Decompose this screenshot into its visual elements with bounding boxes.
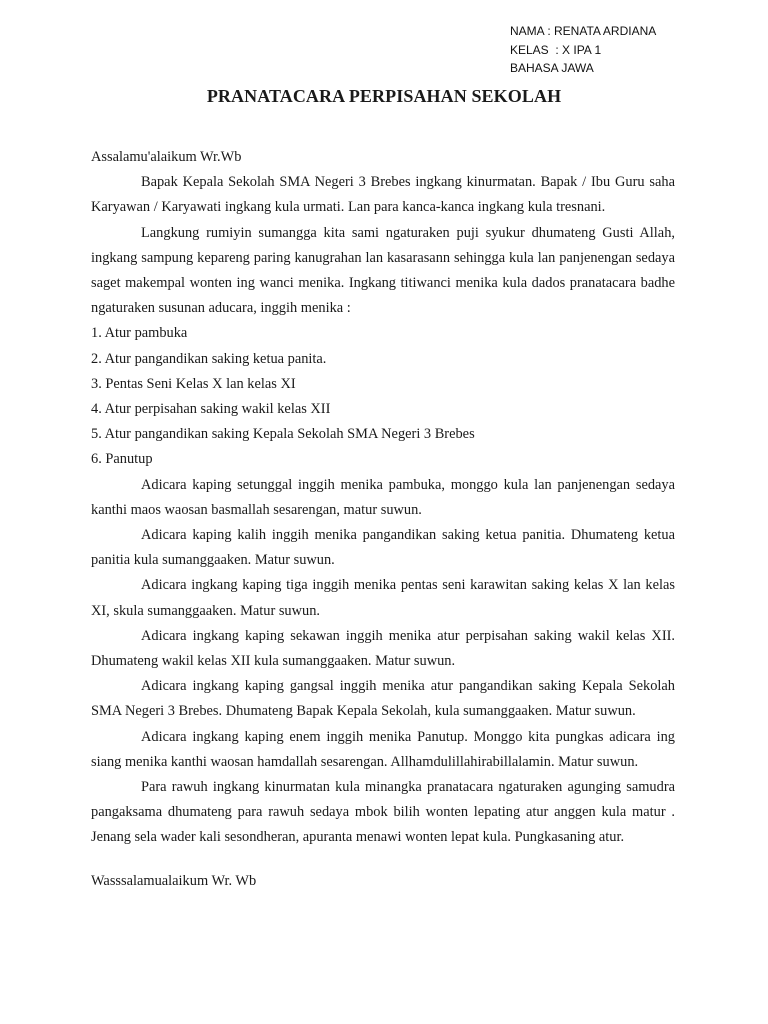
closing-salutation: Wasssalamualaikum Wr. Wb — [91, 872, 257, 889]
subject-name: BAHASA JAWA — [510, 61, 594, 75]
closing-paragraph: Para rawuh ingkang kinurmatan kula minangka pranatacara ngaturaken agunging samudra pangaksama dhumateng para rawuh sedaya mbok bilih wonten lepating atur anggen kula matur . Jenang sela wader kali sesondheran, apuranta menawi wonten lepat kula. Pungkasaning atur. — [91, 779, 675, 846]
document-title: PRANATACARA PERPISAHAN SEKOLAH — [206, 86, 562, 106]
acara-paragraph: Adicara ingkang kaping gangsal inggih menika atur pangandikan saking Kepala Sekolah SMA Negeri 3 Brebes. Dhumateng Bapak Kepala Sekolah, kula sumanggaaken. Matur suwun. — [91, 678, 675, 720]
acara-paragraph: Adicara ingkang kaping tiga inggih menika pentas seni karawitan saking kelas X lan kelas XI, skula sumanggaaken. Matur suwun. — [91, 577, 675, 619]
agenda-item: 1. Atur pambuka — [91, 325, 188, 342]
agenda-item: 2. Atur pangandikan saking ketua panita. — [91, 350, 327, 367]
student-info-header — [510, 22, 656, 78]
acara-paragraph: Adicara kaping setunggal inggih menika pambuka, monggo kula lan panjenengan sedaya kanthi maos waosan basmallah sesarengan, matur suwun. — [91, 476, 675, 518]
intro-paragraph-1: Bapak Kepala Sekolah SMA Negeri 3 Brebes ingkang kinurmatan. Bapak / Ibu Guru saha Karyawan / Karyawati ingkang kula urmati. Lan para kanca-kanca ingkang kula tresnani. — [91, 174, 675, 216]
acara-paragraph: Adicara kaping kalih inggih menika pangandikan saking ketua panitia. Dhumateng ketua panitia kula sumanggaaken. Matur suwun. — [91, 527, 675, 569]
agenda-item: 4. Atur perpisahan saking wakil kelas XII — [91, 401, 331, 418]
agenda-item: 6. Panutup — [91, 451, 153, 468]
student-class: KELAS : X IPA 1 — [510, 42, 602, 57]
greeting: Assalamu'alaikum Wr.Wb — [91, 149, 242, 165]
student-name: NAMA : RENATA ARDIANA — [510, 24, 657, 38]
agenda-item: 5. Atur pangandikan saking Kepala Sekolah SMA Negeri 3 Brebes — [91, 426, 475, 443]
agenda-list — [91, 321, 675, 472]
acara-paragraph: Adicara ingkang kaping enem inggih menika Panutup. Monggo kita pungkas adicara ing siang menika kanthi waosan hamdallah sesarengan. Allhamdulillahirabillalamin. Matur suwun. — [91, 728, 675, 770]
intro-paragraph-2: Langkung rumiyin sumangga kita sami ngaturaken puji syukur dhumateng Gusti Allah, ingkang sampung kepareng paring kanugrahan lan kasarasann sehingga kula lan panjenengan sedaya saget makempal wonten ing wanci menika. Ingkang titiwanci menika kula dados pranatacara badhe ngaturaken susunan aducara, inggih menika : — [91, 224, 675, 317]
document-body — [91, 145, 675, 894]
acara-paragraph: Adicara ingkang kaping sekawan inggih menika atur perpisahan saking wakil kelas XII. Dhumateng wakil kelas XII kula sumanggaaken. Matur suwun. — [91, 627, 675, 670]
agenda-item: 3. Pentas Seni Kelas X lan kelas XI — [91, 375, 296, 392]
